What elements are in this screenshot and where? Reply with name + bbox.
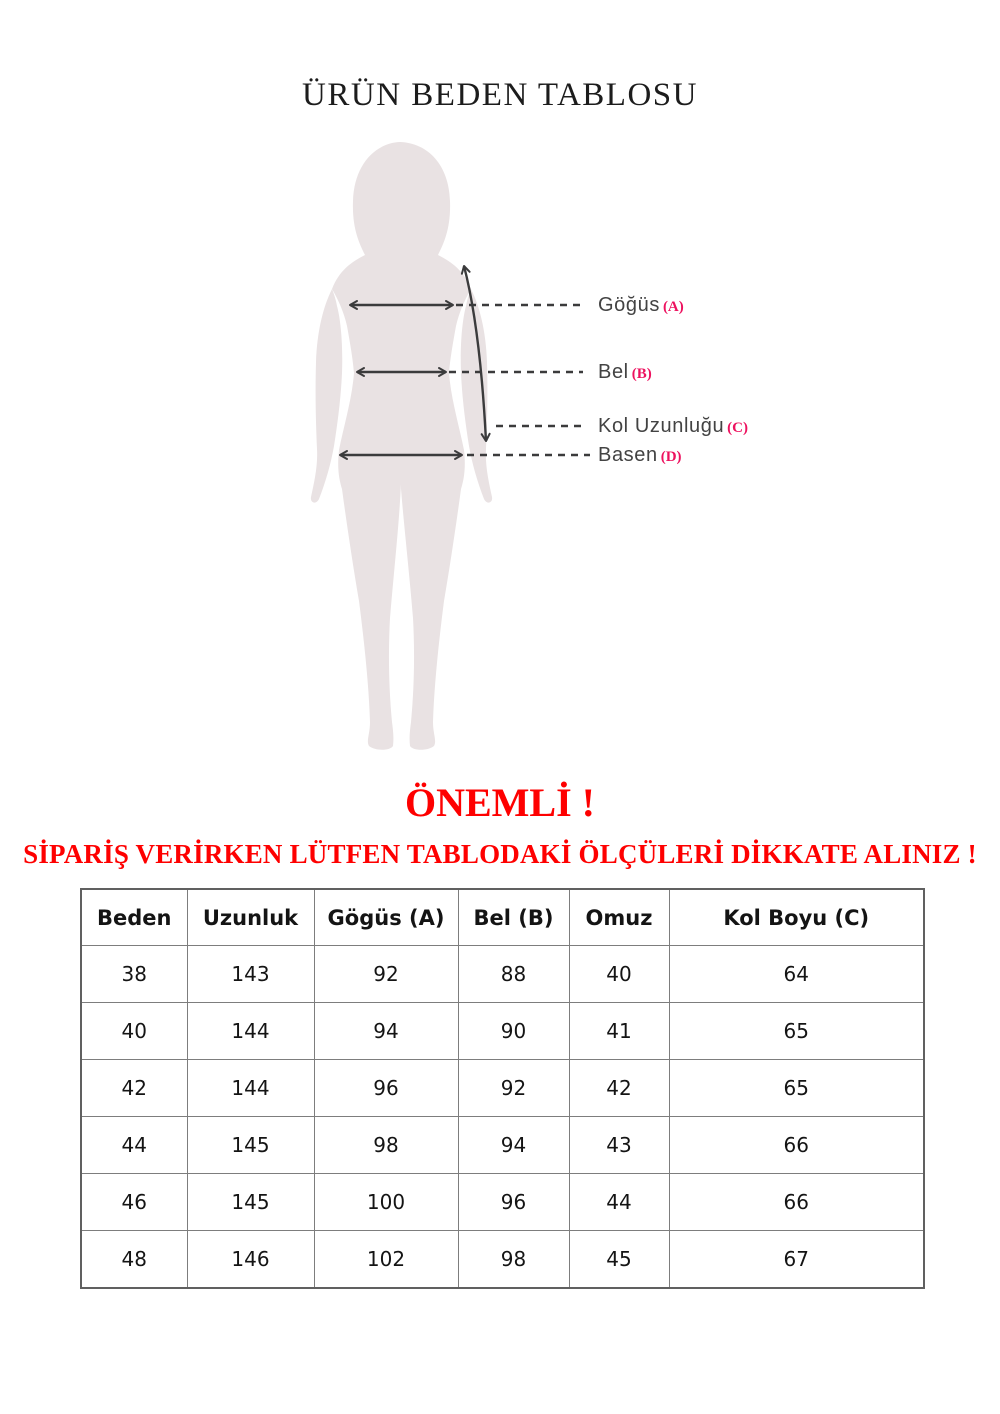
size-cell: 40	[569, 946, 669, 1003]
label-hip-letter: (D)	[660, 449, 682, 465]
size-cell: 88	[458, 946, 569, 1003]
size-cell: 98	[314, 1117, 458, 1174]
size-cell: 145	[187, 1174, 314, 1231]
size-cell: 40	[81, 1003, 187, 1060]
important-heading: ÖNEMLİ !	[405, 780, 595, 825]
table-row	[81, 1174, 924, 1231]
table-row	[81, 1231, 924, 1289]
size-cell: 44	[569, 1174, 669, 1231]
size-cell: 38	[81, 946, 187, 1003]
table-row	[81, 1060, 924, 1117]
label-chest-text: Göğüs	[598, 294, 660, 316]
size-cell: 90	[458, 1003, 569, 1060]
label-arm-length	[598, 413, 748, 441]
label-waist-letter: (B)	[631, 366, 652, 382]
size-cell: 98	[458, 1231, 569, 1289]
header-bel: Bel (B)	[458, 889, 569, 946]
label-waist-text: Bel	[598, 361, 629, 383]
header-kol-boyu: Kol Boyu (C)	[669, 889, 924, 946]
size-cell: 46	[81, 1174, 187, 1231]
size-cell: 92	[314, 946, 458, 1003]
table-row	[81, 1117, 924, 1174]
size-cell: 143	[187, 946, 314, 1003]
size-cell: 145	[187, 1117, 314, 1174]
header-omuz: Omuz	[569, 889, 669, 946]
size-cell: 144	[187, 1060, 314, 1117]
label-chest-letter: (A)	[662, 299, 684, 315]
size-cell: 96	[458, 1174, 569, 1231]
size-cell: 102	[314, 1231, 458, 1289]
size-cell: 64	[669, 946, 924, 1003]
size-cell: 48	[81, 1231, 187, 1289]
table-row	[81, 946, 924, 1003]
silhouette-left-arm	[311, 289, 342, 503]
size-cell: 43	[569, 1117, 669, 1174]
size-table	[80, 888, 925, 1289]
size-cell: 65	[669, 1060, 924, 1117]
size-cell: 94	[314, 1003, 458, 1060]
size-cell: 42	[81, 1060, 187, 1117]
page-title: ÜRÜN BEDEN TABLOSU	[302, 77, 698, 113]
label-hip	[598, 442, 682, 470]
size-cell: 146	[187, 1231, 314, 1289]
size-cell: 67	[669, 1231, 924, 1289]
size-cell: 66	[669, 1174, 924, 1231]
female-body-silhouette	[311, 142, 492, 750]
header-beden: Beden	[81, 889, 187, 946]
size-cell: 96	[314, 1060, 458, 1117]
size-cell: 42	[569, 1060, 669, 1117]
size-cell: 144	[187, 1003, 314, 1060]
size-cell: 94	[458, 1117, 569, 1174]
label-arm-length-text: Kol Uzunluğu	[598, 415, 725, 437]
label-chest	[598, 292, 684, 320]
label-arm-length-letter: (C)	[727, 420, 748, 436]
size-table-header	[81, 889, 924, 946]
size-cell: 92	[458, 1060, 569, 1117]
table-row	[81, 1003, 924, 1060]
size-cell: 45	[569, 1231, 669, 1289]
size-table-body	[81, 946, 924, 1289]
header-gogus: Gögüs (A)	[314, 889, 458, 946]
header-uzunluk: Uzunluk	[187, 889, 314, 946]
size-cell: 65	[669, 1003, 924, 1060]
silhouette-torso	[332, 142, 471, 750]
label-hip-text: Basen	[598, 444, 658, 466]
order-warning-text: SİPARİŞ VERİRKEN LÜTFEN TABLODAKİ ÖLÇÜLERİ DİKKATE ALINIZ !	[23, 839, 977, 869]
table-header-row	[81, 889, 924, 946]
silhouette-right-arm	[461, 289, 492, 503]
size-cell: 41	[569, 1003, 669, 1060]
size-cell: 66	[669, 1117, 924, 1174]
size-cell: 44	[81, 1117, 187, 1174]
size-cell: 100	[314, 1174, 458, 1231]
label-waist	[598, 359, 652, 387]
